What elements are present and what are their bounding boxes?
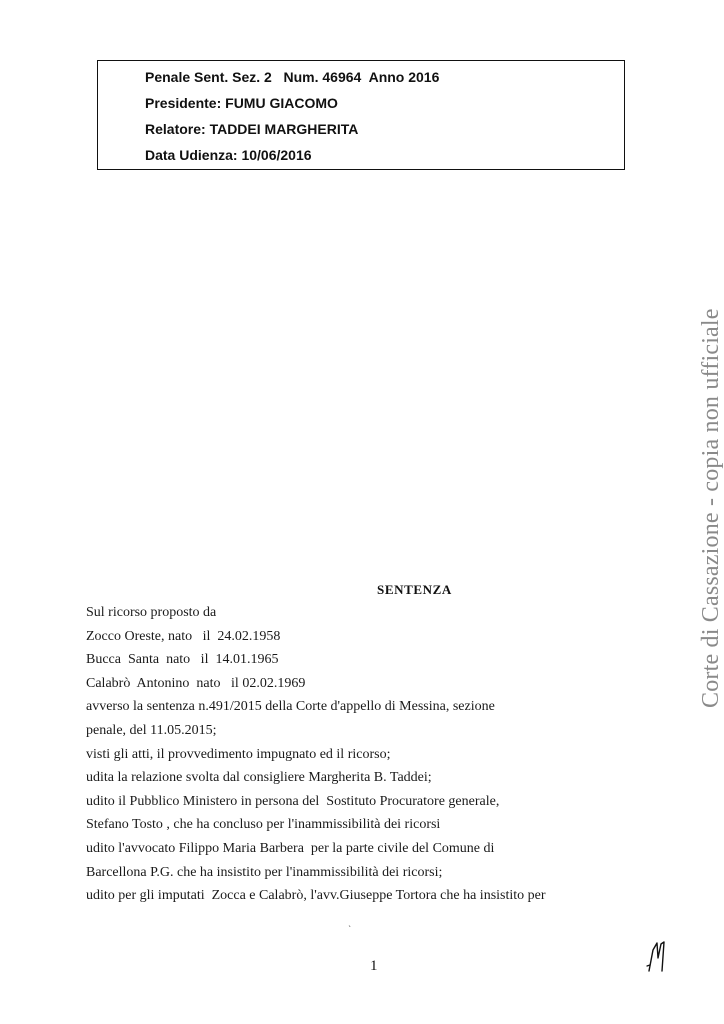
watermark: Corte di Cassazione - copia non ufficiale [698, 308, 724, 708]
document-heading: SENTENZA [377, 582, 452, 597]
case-reference: Penale Sent. Sez. 2 Num. 46964 Anno 2016 [145, 69, 440, 85]
body-line: Stefano Tosto , che ha concluso per l'inammissibilità dei ricorsi [86, 817, 441, 833]
body-line: udito il Pubblico Ministero in persona del Sostituto Procuratore generale, [86, 793, 500, 809]
body-line: Bucca Santa nato il 14.01.1965 [86, 652, 279, 668]
body-line: Sul ricorso proposto da [86, 605, 217, 620]
body-line: udita la relazione svolta dal consigliere Margherita B. Taddei; [86, 770, 432, 786]
body-line: udito l'avvocato Filippo Maria Barbera per la parte civile del Comune di [86, 840, 495, 856]
body-text [86, 601, 646, 908]
body-line: visti gli atti, il provvedimento impugnato ed il ricorso; [86, 746, 391, 762]
body-line: Barcellona P.G. che ha insistito per l'inammissibilità dei ricorsi; [86, 864, 443, 880]
body-line: Zocco Oreste, nato il 24.02.1958 [86, 628, 281, 644]
president: Presidente: FUMU GIACOMO [145, 95, 338, 111]
page-number: 1 [370, 958, 378, 974]
body-line: penale, del 11.05.2015; [86, 722, 217, 738]
body-line: udito per gli imputati Zocca e Calabrò, l'avv.Giuseppe Tortora che ha insistito per [86, 888, 546, 904]
hearing-date: Data Udienza: 10/06/2016 [145, 147, 312, 163]
body-line: avverso la sentenza n.491/2015 della Corte d'appello di Messina, sezione [86, 699, 495, 715]
stray-mark: ` [348, 925, 352, 934]
signature-initials [646, 938, 670, 974]
case-header-box [97, 60, 625, 170]
rapporteur: Relatore: TADDEI MARGHERITA [145, 121, 359, 137]
body-line: Calabrò Antonino nato il 02.02.1969 [86, 675, 306, 691]
